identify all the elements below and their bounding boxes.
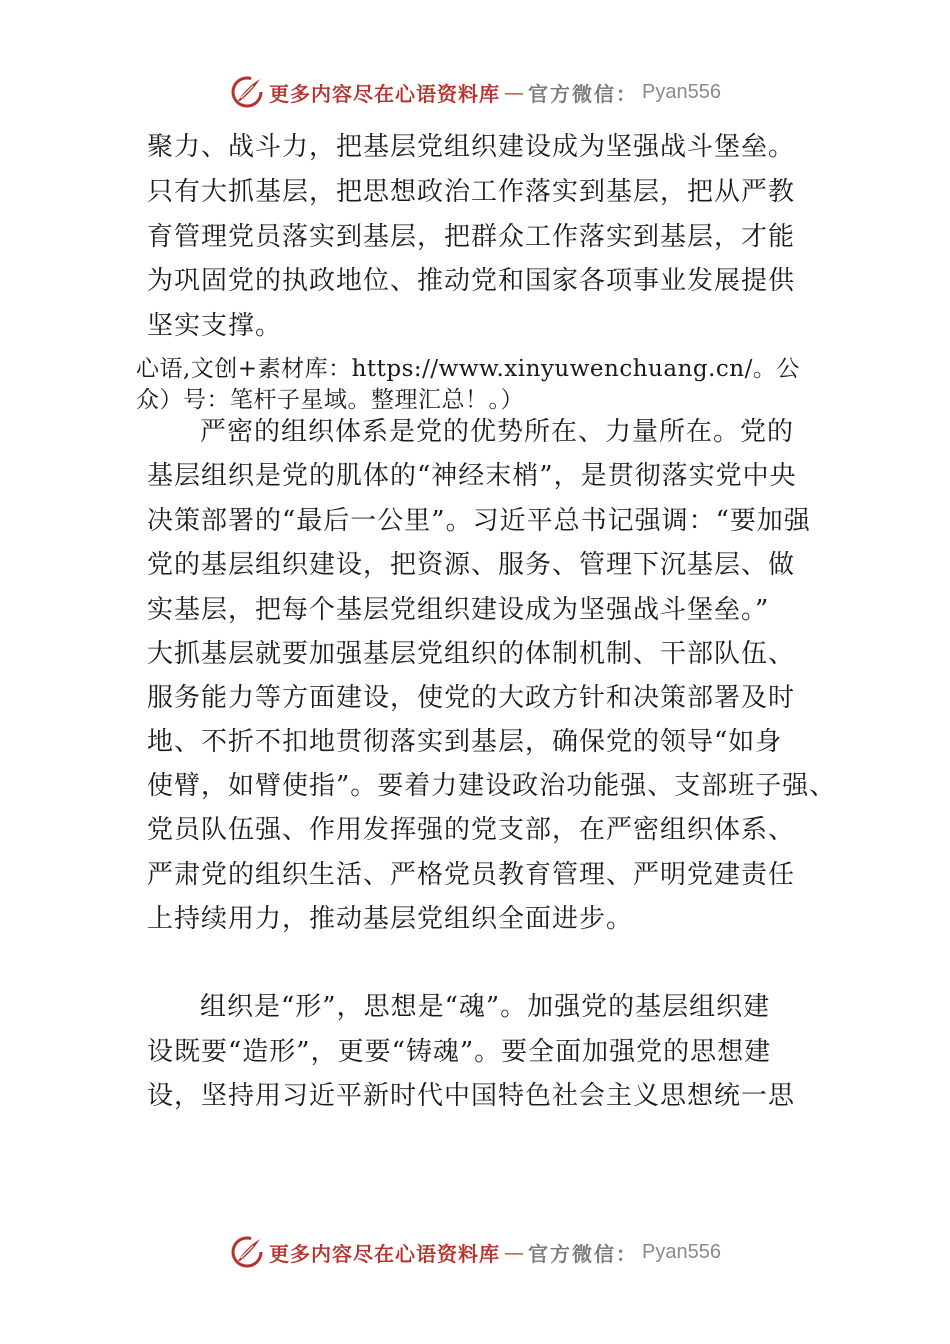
- paragraph2-line-7: 服务能力等方面建设，使党的大政方针和决策部署及时: [147, 683, 796, 713]
- banner-separator: —: [504, 80, 525, 104]
- source-note-line-2: 众）号：笔杆子星域。整理汇总！。）: [136, 387, 524, 413]
- paragraph1-line-4: 为巩固党的执政地位、推动党和国家各项事业发展提供: [147, 266, 796, 296]
- paragraph2-line-5: 实基层，把每个基层党组织建设成为坚强战斗堡垒。”: [147, 595, 770, 625]
- feather-circle-logo-icon: [229, 1234, 265, 1270]
- paragraph2-line-11: 严肃党的组织生活、严格党员教育管理、严明党建责任: [147, 860, 796, 890]
- paragraph1-line-1: 聚力、战斗力，把基层党组织建设成为坚强战斗堡垒。: [147, 132, 796, 162]
- paragraph2-line-8: 地、不折不扣地贯彻落实到基层，确保党的领导“如身: [147, 727, 783, 757]
- banner-separator: —: [504, 1240, 525, 1264]
- paragraph3-line-2: 设既要“造形”，更要“铸魂”。要全面加强党的思想建: [147, 1037, 772, 1067]
- brand-text: 更多内容尽在心语资料库: [269, 1241, 501, 1266]
- paragraph1-line-2: 只有大抓基层，把思想政治工作落实到基层，把从严教: [147, 177, 796, 207]
- footer-watermark-inner: [229, 1234, 721, 1270]
- paragraph2-line-12: 上持续用力，推动基层党组织全面进步。: [147, 904, 634, 934]
- footer-watermark: [0, 1232, 950, 1272]
- paragraph2-line-4: 党的基层组织建设，把资源、服务、管理下沉基层、做: [147, 550, 796, 580]
- paragraph2-line-6: 大抓基层就要加强基层党组织的体制机制、干部队伍、: [147, 639, 796, 669]
- paragraph3-line-1: 组织是“形”，思想是“魂”。加强党的基层组织建: [200, 992, 771, 1022]
- paragraph2-line-10: 党员队伍强、作用发挥强的党支部，在严密组织体系、: [147, 815, 796, 845]
- wechat-id: Pyan556: [642, 80, 721, 103]
- paragraph1-line-3: 育管理党员落实到基层，把群众工作落实到基层，才能: [147, 222, 796, 252]
- paragraph2-line-1: 严密的组织体系是党的优势所在、力量所在。党的: [200, 417, 795, 447]
- paragraph1-line-5: 坚实支撑。: [147, 311, 283, 341]
- official-wechat-label: 官方微信：: [528, 1241, 639, 1266]
- brand-text: 更多内容尽在心语资料库: [269, 81, 501, 106]
- paragraph2-line-9: 使臂，如臂使指”。要着力建设政治功能强、支部班子强、: [147, 771, 837, 801]
- header-watermark-inner: [229, 74, 721, 110]
- header-watermark: [0, 72, 950, 112]
- official-wechat-label: 官方微信：: [528, 81, 639, 106]
- source-note-line-1: 心语,文创+素材库：https://www.xinyuwenchuang.cn/。公: [136, 356, 800, 382]
- paragraph3-line-3: 设，坚持用习近平新时代中国特色社会主义思想统一思: [147, 1081, 796, 1111]
- paragraph2-line-3: 决策部署的“最后一公里”。习近平总书记强调：“要加强: [147, 506, 811, 536]
- paragraph2-line-2: 基层组织是党的肌体的“神经末梢”，是贯彻落实党中央: [147, 461, 797, 491]
- wechat-id: Pyan556: [642, 1240, 721, 1263]
- feather-circle-logo-icon: [229, 74, 265, 110]
